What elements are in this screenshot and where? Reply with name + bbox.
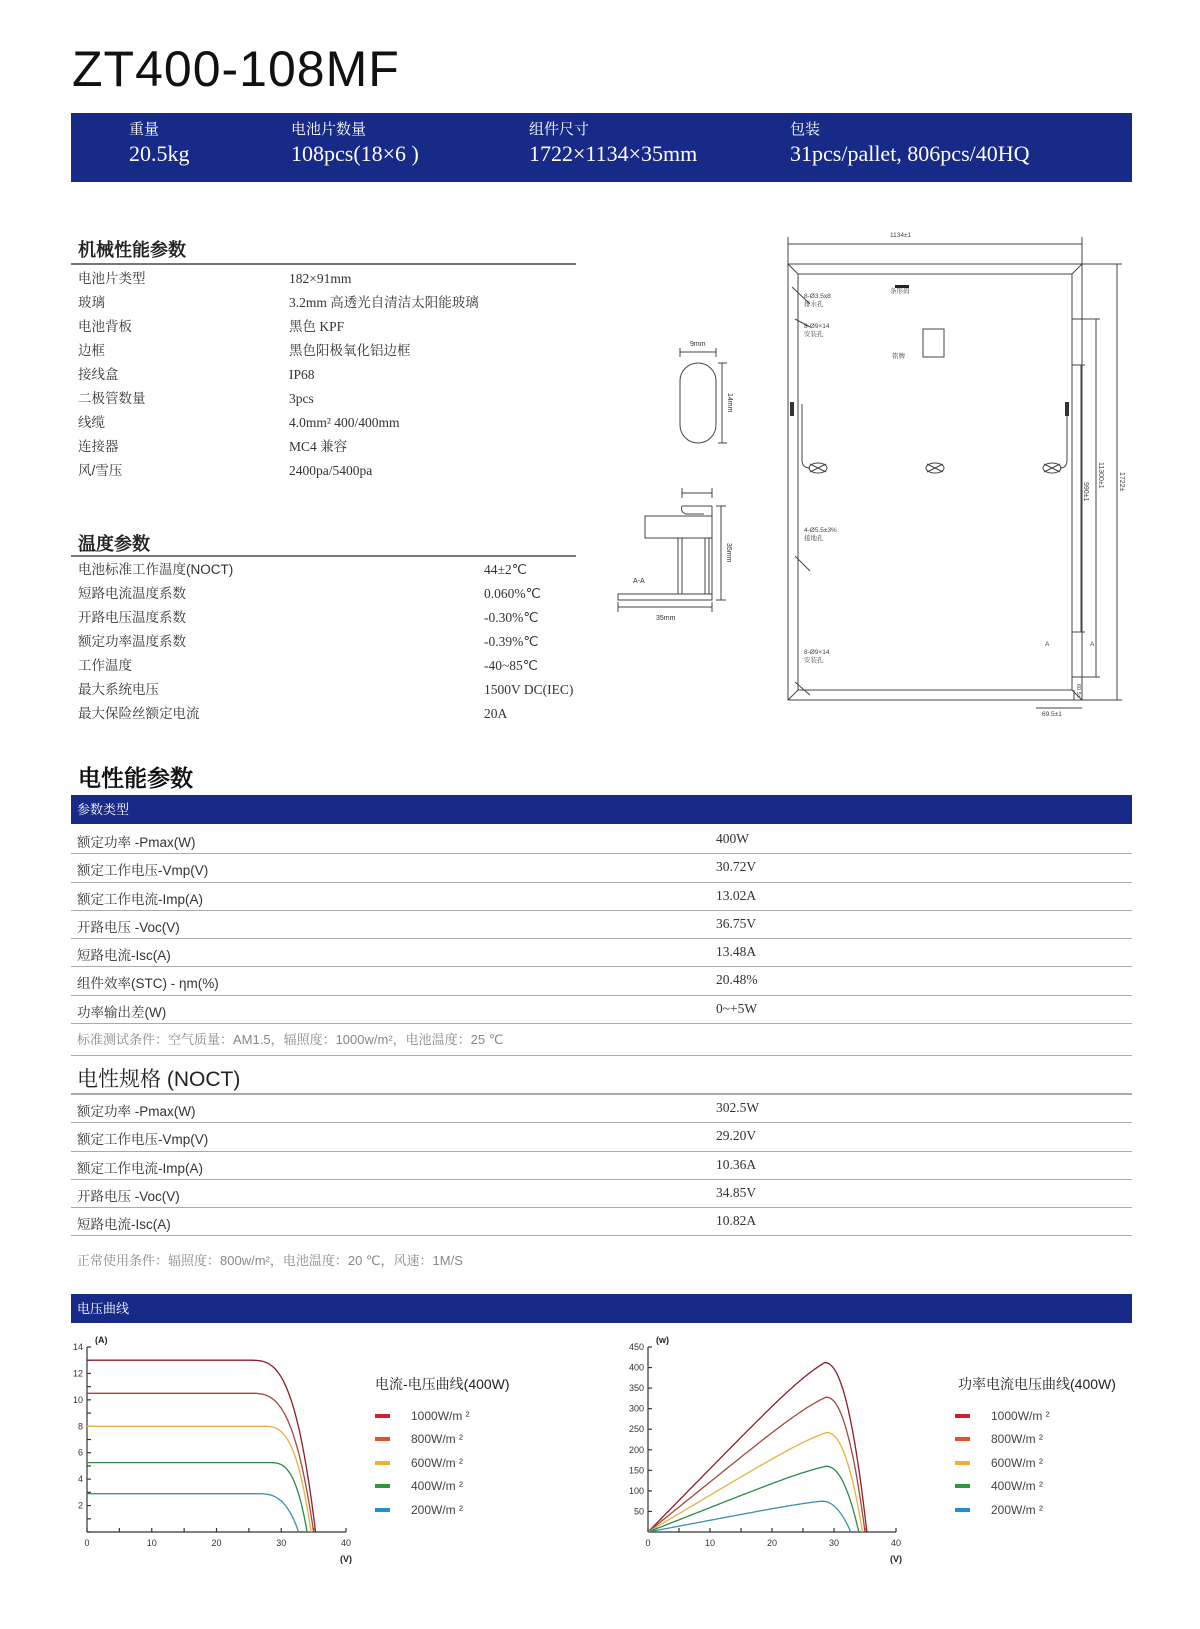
spec-key: 连接器 xyxy=(78,439,119,454)
section-marker-left: A xyxy=(1045,641,1050,648)
row-key: 开路电压 -Voc(V) xyxy=(77,919,180,935)
row-key: 额定工作电压-Vmp(V) xyxy=(77,863,209,879)
mount-holes-desc-bottom: 安装孔 xyxy=(804,657,824,664)
spec-key: 电池片类型 xyxy=(78,271,146,286)
summary-dimensions xyxy=(529,121,697,169)
row-key: 功率输出差(W) xyxy=(77,1004,167,1020)
spec-row xyxy=(78,654,588,678)
svg-text:(V): (V) xyxy=(890,1554,902,1564)
frame-section-drawing xyxy=(600,330,780,630)
swatch-800 xyxy=(375,1437,390,1441)
row-key: 额定功率 -Pmax(W) xyxy=(77,1104,196,1119)
nameplate-label: 铭牌 xyxy=(892,353,905,360)
spec-value: 3.2mm 高透光自清洁太阳能玻璃 xyxy=(289,295,479,310)
swatch-200 xyxy=(375,1508,390,1512)
spec-row xyxy=(78,387,578,411)
drain-holes-label: 8-Ø3.5x8 xyxy=(804,293,831,300)
spec-key: 边框 xyxy=(78,343,105,358)
temperature-heading: 温度参数 xyxy=(78,534,150,554)
spec-key: 二极管数量 xyxy=(78,391,146,406)
legend-label: 1000W/m ² xyxy=(991,1409,1050,1423)
svg-text:(w): (w) xyxy=(656,1335,669,1345)
pv-legend xyxy=(955,1407,1105,1527)
module-dimension-drawing xyxy=(780,232,1140,732)
spec-row xyxy=(78,630,588,654)
legend-label: 600W/m ² xyxy=(991,1456,1044,1470)
spec-value: 2400pa/5400pa xyxy=(289,463,373,478)
frame-width-label: 35mm xyxy=(656,615,676,622)
summary-label: 重量 xyxy=(129,121,160,138)
noct-table xyxy=(71,1095,1132,1236)
swatch-600 xyxy=(375,1461,390,1465)
legend-label: 400W/m ² xyxy=(411,1479,464,1493)
spec-key: 工作温度 xyxy=(78,658,132,673)
spec-row xyxy=(78,363,578,387)
mount-holes-label: 8-Ø9×14 xyxy=(804,323,830,330)
spec-value: MC4 兼容 xyxy=(289,439,348,454)
table-row xyxy=(71,911,1132,939)
dim-990: 990±1 xyxy=(1082,482,1089,502)
svg-text:200: 200 xyxy=(628,1444,644,1455)
dim-1130: 11300±1 xyxy=(1097,462,1104,489)
row-value: 30.72V xyxy=(716,859,757,875)
divider xyxy=(71,555,576,557)
swatch-600 xyxy=(955,1461,970,1465)
spec-key: 最大保险丝额定电流 xyxy=(78,706,200,721)
spec-row xyxy=(78,339,578,363)
section-label: A-A xyxy=(633,578,645,585)
summary-value: 31pcs/pallet, 806pcs/40HQ xyxy=(790,141,1030,166)
spec-row xyxy=(78,411,578,435)
row-value: 400W xyxy=(716,831,749,846)
table-row xyxy=(71,939,1132,967)
page-title: ZT400-108MF xyxy=(72,41,400,97)
summary-weight xyxy=(129,121,190,169)
row-value: 302.5W xyxy=(716,1100,760,1115)
spec-value: 3pcs xyxy=(289,391,314,406)
spec-row xyxy=(78,582,588,606)
ground-holes-desc: 接地孔 xyxy=(804,535,824,542)
legend-label: 600W/m ² xyxy=(411,1456,464,1470)
electrical-bar: 参数类型 xyxy=(71,795,1132,824)
summary-label: 包装 xyxy=(790,121,821,138)
ground-holes-label: 4-Ø5.5±3% xyxy=(804,527,837,534)
table-row xyxy=(71,967,1132,995)
section-marker-right: A xyxy=(1090,641,1095,648)
svg-text:4: 4 xyxy=(77,1474,83,1485)
dim-69: 69.5±1 xyxy=(1042,711,1062,718)
frame-height-label: 35mm xyxy=(725,543,732,563)
spec-key: 最大系统电压 xyxy=(78,682,159,697)
row-key: 开路电压 -Voc(V) xyxy=(77,1188,180,1204)
spec-row xyxy=(78,435,578,459)
spec-key: 风/雪压 xyxy=(78,463,123,478)
slot-width-label: 9mm xyxy=(690,341,706,348)
slot-outline xyxy=(680,363,716,443)
row-value: 13.02A xyxy=(716,887,757,903)
legend-label: 400W/m ² xyxy=(991,1479,1044,1493)
table-note-row xyxy=(71,1024,1132,1056)
svg-text:40: 40 xyxy=(890,1538,902,1548)
drain-holes-desc: 排水孔 xyxy=(804,301,824,308)
svg-text:6: 6 xyxy=(77,1447,83,1458)
spec-key: 接线盒 xyxy=(78,367,119,382)
svg-text:100: 100 xyxy=(628,1485,644,1496)
legend-label: 200W/m ² xyxy=(991,1503,1044,1517)
spec-row xyxy=(78,267,578,291)
iv-curve-chart xyxy=(40,1335,370,1595)
row-value: 13.48A xyxy=(716,944,757,960)
dim-60: 60.5± xyxy=(1075,684,1081,698)
row-value: 29.20V xyxy=(716,1128,757,1144)
spec-value: 20A xyxy=(484,706,508,721)
swatch-1000 xyxy=(375,1414,390,1418)
svg-text:400: 400 xyxy=(628,1362,644,1373)
spec-row xyxy=(78,702,588,726)
svg-text:350: 350 xyxy=(628,1383,644,1394)
table-row xyxy=(71,826,1132,854)
swatch-1000 xyxy=(955,1414,970,1418)
spec-key: 电池标准工作温度(NOCT) xyxy=(78,562,234,577)
summary-value: 20.5kg xyxy=(129,141,190,166)
spec-value: 黑色 KPF xyxy=(289,319,345,334)
svg-text:450: 450 xyxy=(628,1342,644,1352)
spec-key: 短路电流温度系数 xyxy=(78,586,186,601)
swatch-400 xyxy=(375,1484,390,1488)
spec-row xyxy=(78,291,578,315)
svg-text:250: 250 xyxy=(628,1424,644,1435)
row-key: 额定工作电压-Vmp(V) xyxy=(77,1132,209,1148)
svg-text:0: 0 xyxy=(645,1538,651,1548)
spec-value: 1500V DC(IEC) xyxy=(484,682,574,697)
connector-right xyxy=(1065,402,1069,416)
summary-cell-count xyxy=(291,121,419,169)
svg-text:(V): (V) xyxy=(340,1554,352,1564)
spec-key: 电池背板 xyxy=(78,319,132,334)
svg-text:10: 10 xyxy=(146,1538,157,1548)
summary-label: 组件尺寸 xyxy=(529,121,590,138)
row-value: 20.48% xyxy=(716,972,758,988)
row-key: 短路电流-Isc(A) xyxy=(77,948,171,964)
barcode-label: 条形码 xyxy=(890,288,910,295)
svg-text:12: 12 xyxy=(72,1368,83,1379)
spec-value: 黑色阳极氧化铝边框 xyxy=(289,343,411,358)
svg-text:30: 30 xyxy=(276,1538,287,1548)
spec-value: 44±2℃ xyxy=(484,562,527,577)
spec-row xyxy=(78,315,578,339)
swatch-400 xyxy=(955,1484,970,1488)
svg-text:14: 14 xyxy=(72,1342,83,1352)
pv-curve-chart xyxy=(610,1335,950,1595)
legend-label: 800W/m ² xyxy=(991,1432,1044,1446)
spec-value: -0.30%℃ xyxy=(484,610,539,625)
row-value: 10.36A xyxy=(716,1156,757,1172)
noct-heading: 电性规格 (NOCT) xyxy=(77,1068,241,1091)
summary-value: 108pcs(18×6 ) xyxy=(291,141,419,166)
electrical-heading: 电性能参数 xyxy=(78,765,193,791)
svg-text:20: 20 xyxy=(211,1538,222,1548)
noct-note: 正常使用条件：辐照度：800w/m²，电池温度：20 ℃，风速：1M/S xyxy=(77,1253,463,1268)
legend-label: 1000W/m ² xyxy=(411,1409,470,1423)
mount-holes-label-bottom: 8-Ø9×14 xyxy=(804,649,830,656)
curves-bar: 电压曲线 xyxy=(71,1294,1132,1323)
divider xyxy=(71,263,576,265)
table-row xyxy=(71,1208,1132,1236)
row-value: 36.75V xyxy=(716,915,757,931)
iv-legend-title: 电流-电压曲线(400W) xyxy=(375,1376,510,1392)
spec-row xyxy=(78,678,588,702)
height-dim: 1722± xyxy=(1118,472,1125,492)
spec-key: 玻璃 xyxy=(78,295,105,310)
table-row xyxy=(71,1152,1132,1180)
spec-key: 开路电压温度系数 xyxy=(78,610,186,625)
width-dim: 1134±1 xyxy=(890,232,912,239)
summary-label: 电池片数量 xyxy=(291,121,367,138)
pv-legend-title: 功率电流电压曲线(400W) xyxy=(958,1376,1116,1392)
spec-value: 0.060%℃ xyxy=(484,586,541,601)
spec-row xyxy=(78,459,578,483)
legend-label: 800W/m ² xyxy=(411,1432,464,1446)
mechanical-heading: 机械性能参数 xyxy=(78,240,186,260)
table-row xyxy=(71,1123,1132,1151)
svg-text:2: 2 xyxy=(77,1500,83,1511)
svg-text:10: 10 xyxy=(72,1394,83,1405)
row-value: 0~+5W xyxy=(716,1000,758,1016)
table-row xyxy=(71,854,1132,882)
svg-text:10: 10 xyxy=(704,1538,716,1548)
spec-value: 182×91mm xyxy=(289,271,352,286)
swatch-800 xyxy=(955,1437,970,1441)
mount-holes-desc: 安装孔 xyxy=(804,331,824,338)
table-row xyxy=(71,996,1132,1024)
connector-left xyxy=(790,402,794,416)
svg-text:150: 150 xyxy=(628,1465,644,1476)
row-key: 额定工作电流-Imp(A) xyxy=(77,1160,203,1176)
spec-key: 额定功率温度系数 xyxy=(78,634,186,649)
row-value: 34.85V xyxy=(716,1184,757,1200)
spec-row xyxy=(78,606,588,630)
table-row xyxy=(71,883,1132,911)
spec-value: -40~85℃ xyxy=(484,658,538,673)
stc-note: 标准测试条件：空气质量：AM1.5，辐照度：1000w/m²，电池温度：25 ℃ xyxy=(77,1032,504,1048)
spec-value: IP68 xyxy=(289,367,315,382)
iv-legend xyxy=(375,1407,525,1527)
svg-text:300: 300 xyxy=(628,1403,644,1414)
row-key: 额定工作电流-Imp(A) xyxy=(77,891,203,907)
svg-text:(A): (A) xyxy=(95,1335,108,1345)
row-value: 10.82A xyxy=(716,1213,757,1229)
svg-text:0: 0 xyxy=(84,1538,90,1548)
table-row xyxy=(71,1095,1132,1123)
summary-packaging xyxy=(790,121,1030,169)
spec-row xyxy=(78,558,588,582)
row-key: 短路电流-Isc(A) xyxy=(77,1217,171,1233)
legend-label: 200W/m ² xyxy=(411,1503,464,1517)
spec-value: 4.0mm² 400/400mm xyxy=(289,415,400,430)
swatch-200 xyxy=(955,1508,970,1512)
svg-text:20: 20 xyxy=(766,1538,778,1548)
svg-text:30: 30 xyxy=(828,1538,840,1548)
row-key: 组件效率(STC) - ηm(%) xyxy=(77,976,219,992)
svg-text:50: 50 xyxy=(633,1506,644,1517)
spec-value: -0.39%℃ xyxy=(484,634,539,649)
slot-height-label: 14mm xyxy=(726,393,733,413)
summary-value: 1722×1134×35mm xyxy=(529,141,698,166)
svg-text:8: 8 xyxy=(77,1421,83,1432)
electrical-table xyxy=(71,826,1132,1056)
table-row xyxy=(71,1180,1132,1208)
row-key: 额定功率 -Pmax(W) xyxy=(77,835,196,850)
spec-key: 线缆 xyxy=(78,415,105,430)
svg-text:40: 40 xyxy=(340,1538,352,1548)
summary-band xyxy=(71,113,1132,182)
